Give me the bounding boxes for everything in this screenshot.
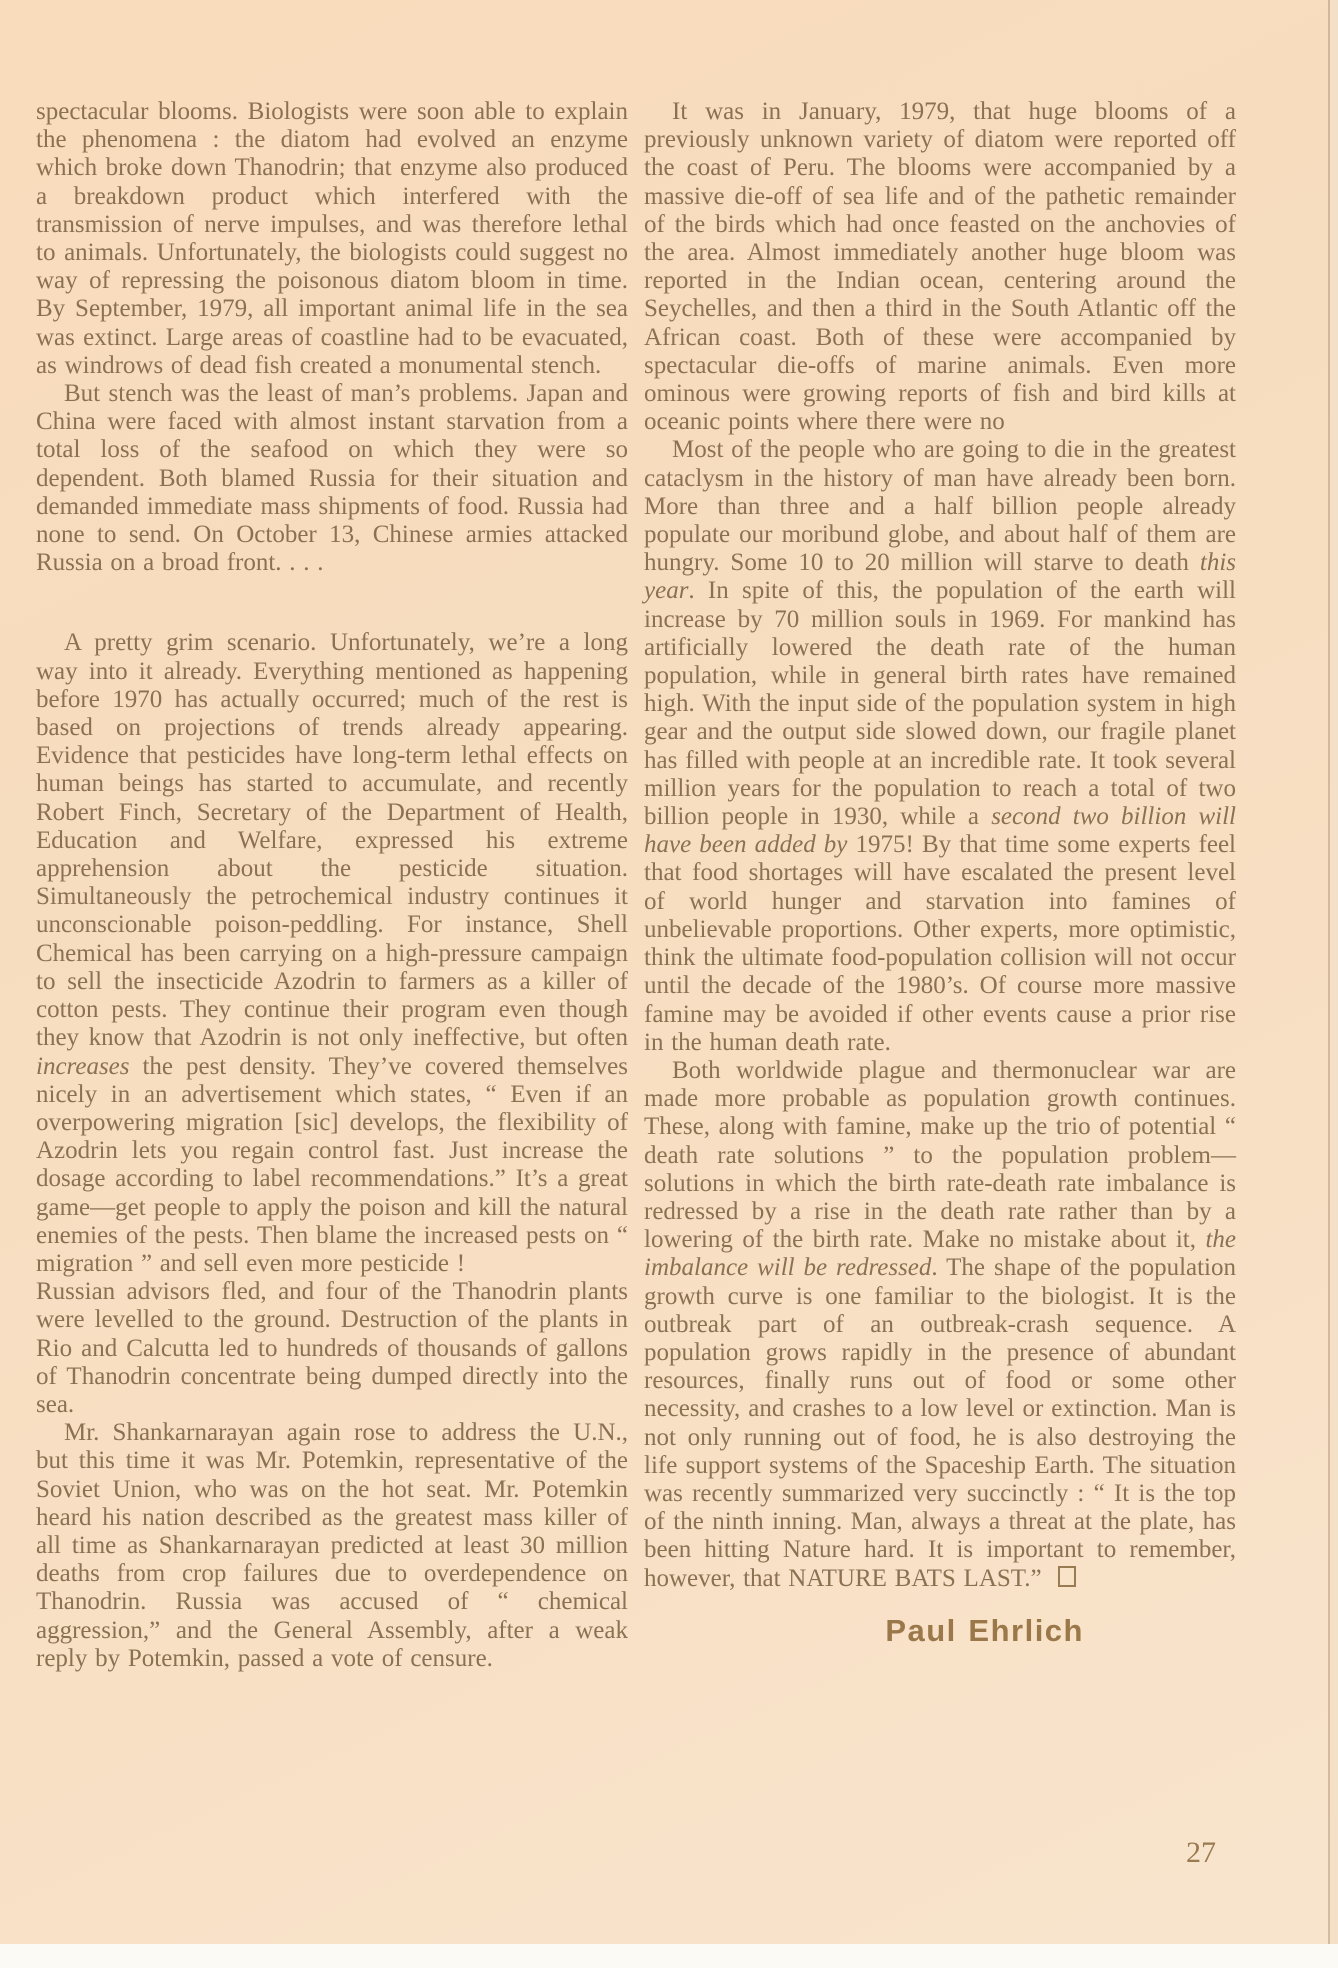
page-edge-strip xyxy=(1330,0,1338,1944)
paragraph xyxy=(36,98,628,380)
body-text: spectacular blooms. Biologists were soon able to explain the phenomena : the diatom had evolved an enzyme which broke down Thanodrin; that enzyme also produced a breakdown product which interfered with the transmission of nerve impulses, and was therefore lethal to animals. Unfortunately, the biologists could suggest no way of repressing the poisonous diatom bloom in time. By September, 1979, all important animal life in the sea was extinct. Large areas of coastline had to be evacuated, as windrows of dead fish created a monumental stench. xyxy=(36,98,628,379)
body-text: Most of the people who are going to die in the greatest cataclysm in the history of man have already been born. More than three and a half billion people already populate our moribund globe, and about half of them are hungry. Some 10 to 20 million will starve to death xyxy=(644,436,1236,577)
body-text: the pest density. They’ve covered themselves nicely in an advertisement which states, “ Even if an overpowering migration [sic] develops, the flexibility of Azodrin lets you regain control fast. Just increase the dosage according to label recommendations.” It’s a great game—get people to apply the poison and kill the natural enemies of the pests. Then blame the increased pests on “ migration ” and sell even more pesticide ! xyxy=(36,1052,628,1277)
body-text: But stench was the least of man’s problems. Japan and China were faced with almost instant starvation from a total loss of the seafood on which they were so dependent. Both blamed Russia for their situation and demanded immediate mass shipments of food. Russia had none to send. On October 13, Chinese armies attacked Russia on a broad front. . . . xyxy=(36,380,628,577)
italic-text: increases xyxy=(36,1052,130,1080)
body-text: Mr. Shankarnarayan again rose to address the U.N., but this time it was Mr. Potemkin, representative of the Soviet Union, who was on the hot seat. Mr. Potemkin heard his nation described as the greatest mass killer of all time as Shankarnarayan predicted at least 30 million deaths from crop failures due to overdependence on Thanodrin. Russia was accused of “ chemical aggression,” and the General Assembly, after a weak reply by Potemkin, passed a vote of censure. xyxy=(36,1419,628,1672)
paragraph xyxy=(36,380,628,577)
body-text: A pretty grim scenario. Unfortunately, we’re a long way into it already. Everything mentioned as happening before 1970 has actually occurred; much of the rest is based on projections of trends already appearing. Evidence that pesticides have long-term lethal effects on human beings has started to accumulate, and recently Robert Finch, Secretary of the Department of Health, Education and Welfare, expressed his extreme apprehension about the pesticide situation. Simultaneously the petrochemical industry continues it unconscionable poison-peddling. For instance, Shell Chemical has been carrying on a high-pressure campaign to sell the insecticide Azodrin to farmers as a killer of cotton pests. They continue their program even though they know that Azodrin is not only ineffective, but often xyxy=(36,629,628,1052)
body-text: Both worldwide plague and thermonuclear war are made more probable as population growth continues. These, along with famine, make up the trio of potential “ death rate solutions ” to the population problem—solutions in which the birth rate-death rate imbalance is redressed by a rise in the death rate rather than by a lowering of the birth rate. Make no mistake about it, xyxy=(644,1056,1236,1254)
author-signature: Paul Ehrlich xyxy=(885,1612,1084,1648)
body-text: . In spite of this, the population of the earth will increase by 70 million souls in 1969. For mankind has artificially lowered the death rate of the human population, while in general birth rates have remained high. With the input side of the population system in high gear and the output side slowed down, our fragile planet has filled with people at an incredible rate. It took several million years for the population to reach a total of two billion people in 1930, while a xyxy=(644,577,1236,831)
article-body xyxy=(36,98,1236,1673)
end-of-article-marker xyxy=(1058,1566,1076,1587)
page-number: 27 xyxy=(1186,1836,1216,1869)
paragraph xyxy=(644,436,1236,1056)
paragraph xyxy=(644,1057,1236,1593)
column-right xyxy=(644,98,1236,1673)
italic-text: second two billion will have been added by xyxy=(644,803,1236,859)
column-left xyxy=(36,98,628,1673)
paragraph xyxy=(644,98,1236,436)
paragraph xyxy=(36,1419,628,1673)
body-text: Russian advisors fled, and four of the Thanodrin plants were levelled to the ground. Destruction of the plants in Rio and Calcutta led to hundreds of thousands of gallons of Thanodrin concentrate being dumped directly into the sea. xyxy=(36,1278,628,1418)
italic-text: this year xyxy=(644,549,1236,605)
body-text: It was in January, 1979, that huge blooms of a previously unknown variety of diatom were reported off the coast of Peru. The blooms were accompanied by a massive die-off of sea life and of the pathetic remainder of the birds which had once feasted on the anchovies of the area. Almost immediately another huge bloom was reported in the Indian ocean, centering around the Seychelles, and then a third in the South Atlantic off the African coast. Both of these were accompanied by spectacular die-offs of marine animals. Even more ominous were growing reports of fish and bird kills at oceanic points where there were no xyxy=(644,98,1236,436)
paragraph xyxy=(36,1278,628,1419)
body-text: . The shape of the population growth curve is one familiar to the biologist. It is the outbreak part of an outbreak-crash sequence. A population grows rapidly in the presence of abundant resources, finally runs out of food or some other necessity, and crashes to a low level or extinction. Man is not only running out of food, he is also destroying the life support systems of the Spaceship Earth. The situation was recently summarized very succinctly : “ It is the top of the ninth inning. Man, always a threat at the plate, has been hitting Nature hard. It is important to remember, however, that NATURE BATS LAST.” xyxy=(644,1254,1236,1592)
scan-background-strip xyxy=(0,1944,1338,1968)
paragraph xyxy=(36,629,628,1278)
italic-text: the imbalance will be redressed xyxy=(644,1226,1236,1282)
body-text: 1975! By that time some experts feel that food shortages will have escalated the present level of world hunger and starvation into famines of unbelievable proportions. Other experts, more optimistic, think the ultimate food-population collision will not occur until the decade of the 1980’s. Of course more massive famine may be avoided if other events cause a prior rise in the human death rate. xyxy=(644,831,1236,1056)
